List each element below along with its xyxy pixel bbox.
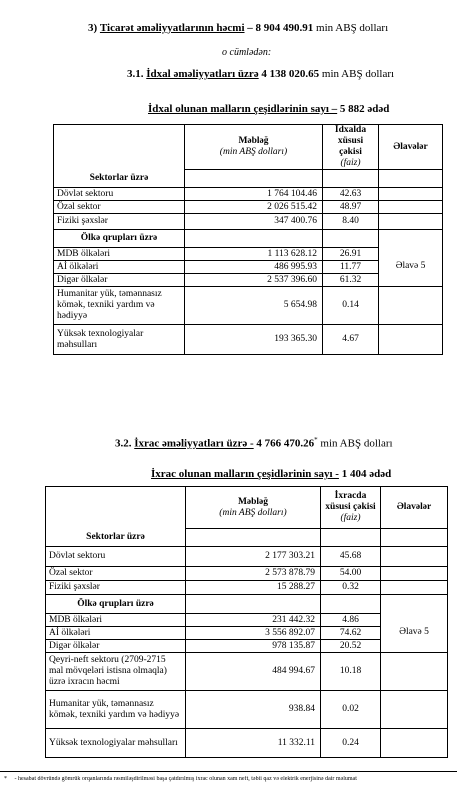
section-value: 8 904 490.91 bbox=[255, 22, 314, 34]
table-row: Aİ ölkələri 486 995.93 11.77 bbox=[54, 261, 443, 274]
export-unit: min ABŞ dolları bbox=[320, 437, 393, 450]
header-notes: Əlavələr bbox=[381, 487, 448, 529]
section-unit: min ABŞ dolları bbox=[316, 22, 389, 34]
table-row: Digər ölkələr 978 135.87 20.52 bbox=[46, 640, 448, 653]
including-label: o cümlədən: bbox=[222, 47, 272, 58]
table-row: Digər ölkələr 2 537 396.60 61.32 bbox=[54, 274, 443, 287]
export-value: 4 766 470.26 bbox=[256, 437, 315, 450]
header-share-unit: (faiz) bbox=[340, 158, 361, 168]
section-heading bbox=[88, 22, 388, 34]
table-row: MDB ölkələri 231 442.32 4.86 Əlavə 5 bbox=[46, 614, 448, 627]
appendix-note: Əlavə 5 bbox=[379, 248, 443, 287]
header-share bbox=[321, 487, 381, 529]
header-amount-unit: (min ABŞ dolları) bbox=[219, 507, 287, 518]
import-table bbox=[53, 124, 443, 355]
section-title: Ticarət əməliyyatlarının həcmi bbox=[99, 22, 245, 34]
table-row: Aİ ölkələri 3 556 892.07 74.62 bbox=[46, 627, 448, 640]
header-amount bbox=[186, 487, 321, 529]
export-types-label: İxrac olunan malların çeşidlərinin sayı - bbox=[151, 468, 339, 480]
header-amount-text: Məbləğ bbox=[238, 136, 269, 146]
header-share bbox=[323, 125, 379, 170]
import-types-label: İdxal olunan malların çeşidlərinin sayı – bbox=[148, 103, 338, 115]
export-heading bbox=[115, 436, 393, 450]
table-row: Özəl sektor 2 573 878.79 54.00 bbox=[46, 567, 448, 581]
header-share-unit: (faiz) bbox=[340, 513, 361, 523]
import-value: 4 138 020.65 bbox=[261, 68, 320, 80]
table-header-row bbox=[54, 125, 443, 170]
section-number: 3) bbox=[88, 22, 98, 34]
table-row: Humanitar yük, təmənnasız kömək, texniki yardım və hədiyyə 938.84 0.02 bbox=[46, 691, 448, 729]
import-types-count: 5 882 ədəd bbox=[339, 103, 390, 115]
table-row: Dövlət sektoru 1 764 104.46 42.63 bbox=[54, 188, 443, 201]
header-amount bbox=[185, 125, 323, 170]
table-row: Yüksək texnologiyalar məhsulları 11 332.11 0.24 bbox=[46, 729, 448, 758]
table-row: MDB ölkələri 1 113 628.12 26.91 Əlavə 5 bbox=[54, 248, 443, 261]
table-row: Fiziki şəxslər 15 288.27 0.32 bbox=[46, 581, 448, 595]
group-label: Ölkə qrupları üzrə bbox=[46, 595, 186, 614]
table-row: Humanitar yük, təmənnasız kömək, texniki yardım və hədiyyə 5 654.98 0.14 bbox=[54, 287, 443, 325]
footnote-rule bbox=[0, 771, 457, 772]
group-row-countries bbox=[54, 230, 443, 248]
import-unit: min ABŞ dolları bbox=[321, 68, 395, 80]
import-number: 3.1. bbox=[127, 68, 144, 80]
group-row-countries bbox=[46, 595, 448, 614]
group-row-sectors bbox=[54, 170, 443, 188]
export-title: İxrac əməliyyatları üzrə - bbox=[134, 437, 254, 450]
export-types bbox=[151, 468, 391, 480]
group-label: Sektorlar üzrə bbox=[54, 170, 185, 188]
import-heading bbox=[127, 68, 394, 80]
appendix-note: Əlavə 5 bbox=[381, 614, 448, 653]
group-label: Sektorlar üzrə bbox=[46, 529, 186, 547]
import-types bbox=[148, 103, 389, 115]
header-share-text: İxracda xüsusi çəkisi bbox=[325, 491, 376, 512]
export-table bbox=[45, 486, 448, 758]
header-share-text: İdxalda xüsusi çəkisi bbox=[334, 125, 367, 157]
export-number: 3.2. bbox=[115, 437, 132, 450]
table-row: Özəl sektor 2 026 515.42 48.97 bbox=[54, 201, 443, 214]
import-title: İdxal əməliyyatları üzrə bbox=[146, 68, 259, 80]
footnote-text: - hesabat dövründə gömrük orqanlarında rəsmiləşdirilməsi başa çatdırılmış ixrac olunan xam neft, təbii qaz və elektrik enerjisinə dair məlumat bbox=[14, 776, 357, 782]
table-row: Qeyri-neft sektoru (2709-2715 mal mövqeləri istisna olmaqla) üzrə ixracın həcmi 484 994.67 10.18 bbox=[46, 653, 448, 691]
table-header-row bbox=[46, 487, 448, 529]
footnote bbox=[4, 776, 456, 782]
section-dash: – bbox=[247, 22, 253, 34]
export-star: * bbox=[314, 436, 318, 444]
footnote-star: * bbox=[4, 776, 7, 782]
header-label-cell bbox=[46, 487, 186, 529]
header-amount-unit: (min ABŞ dolları) bbox=[219, 147, 288, 157]
table-row: Yüksək texnologiyalar məhsulları 193 365.30 4.67 bbox=[54, 325, 443, 355]
export-types-count: 1 404 ədəd bbox=[341, 468, 392, 480]
table-row: Fiziki şəxslər 347 400.76 8.40 bbox=[54, 214, 443, 230]
table-row: Dövlət sektoru 2 177 303.21 45.68 bbox=[46, 547, 448, 567]
header-label-cell bbox=[54, 125, 185, 170]
group-label: Ölkə qrupları üzrə bbox=[54, 230, 185, 248]
group-row-sectors bbox=[46, 529, 448, 547]
header-notes: Əlavələr bbox=[379, 125, 443, 170]
header-amount-text: Məbləğ bbox=[237, 496, 269, 507]
